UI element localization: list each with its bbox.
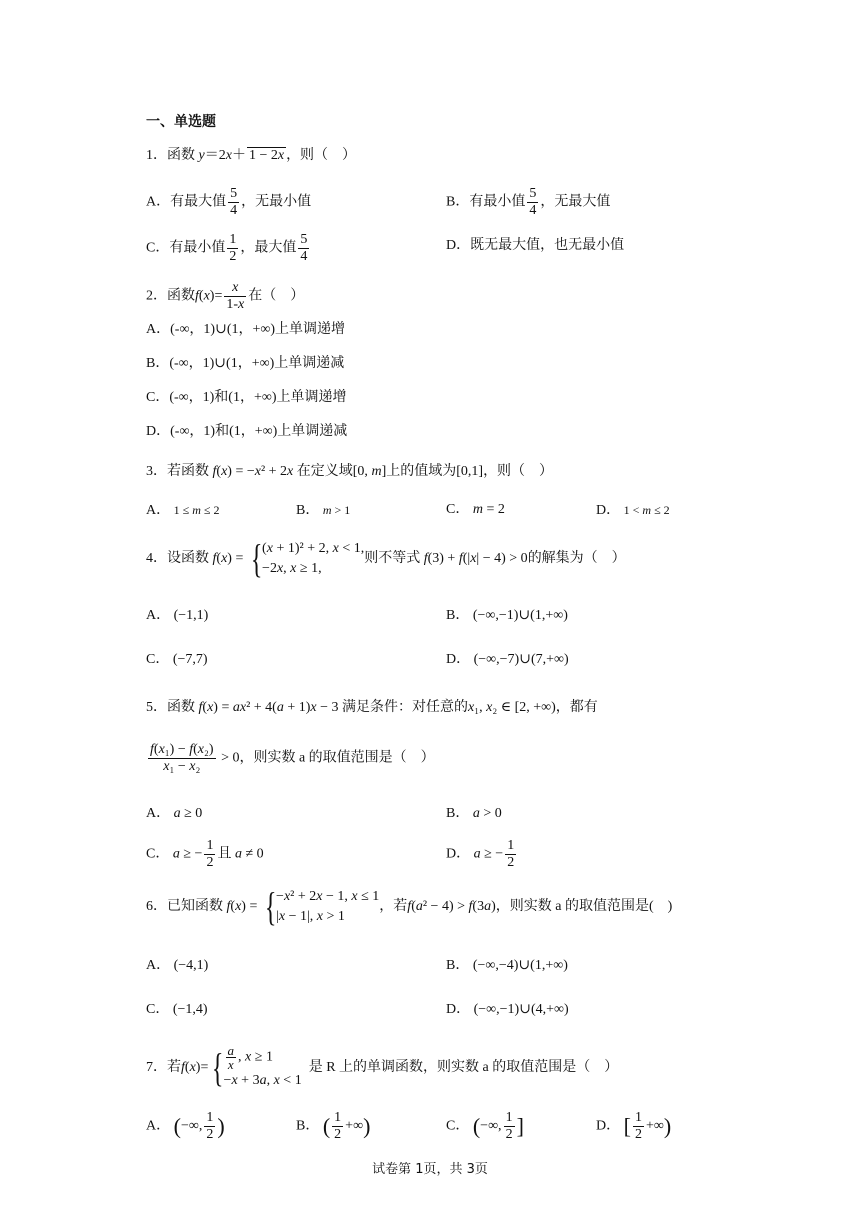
option-1c: C．有最小值 $\frac{1}{2}$ ，最大值 $\frac{5}{4}$ xyxy=(146,232,308,264)
section-title: 一、单选题 xyxy=(146,114,216,130)
option-1d: D．既无最大值，也无最小值 xyxy=(446,238,625,253)
option-3c: C． m = 2 xyxy=(446,502,505,517)
option-2d: D．(-∞，1)和(1，+∞)上单调递减 xyxy=(146,424,348,439)
question-7: 7． 若 f(x)= { $\frac{a}{x}$ , x ≥ 1 −x + 3a, x < 1 是 R 上的单调函数，则实数 a 的取值范围是（ ） xyxy=(146,1043,619,1090)
option-5b: B． a > 0 xyxy=(446,806,502,821)
option-7d: D． [ $\frac{1}{2}$ +∞) xyxy=(596,1110,672,1142)
option-7b: B． ( $\frac{1}{2}$ +∞) xyxy=(296,1110,371,1142)
question-stem: 函数 xyxy=(167,148,195,163)
option-4c: C． (−7,7) xyxy=(146,652,208,667)
option-5c: C． a ≥ − $\frac{1}{2}$ 且 a ≠ 0 xyxy=(146,838,264,870)
option-4d: D． (−∞,−7)∪(7,+∞) xyxy=(446,652,569,667)
option-6a: A． (−4,1) xyxy=(146,958,209,973)
question-6: 6． 已知函数 f(x) = { −x² + 2x − 1, x ≤ 1 |x − 1|, x > 1 ，若 f(a² − 4) > f(3a) ，则实数 a 的取值范围是( ) xyxy=(146,884,673,929)
option-5a: A． a ≥ 0 xyxy=(146,806,203,821)
option-2c: C．(-∞，1)和(1，+∞)上单调递增 xyxy=(146,390,347,405)
option-2a: A．(-∞，1)∪(1，+∞)上单调递增 xyxy=(146,322,346,337)
option-7c: C． (−∞, $\frac{1}{2}$ ] xyxy=(446,1110,524,1142)
page-footer: 试卷第 1页，共 3页 xyxy=(372,1162,488,1177)
question-4: 4． 设函数 f(x) = { (x + 1)² + 2, x < 1, −2x, x ≥ 1, 则不等式 f(3) + f(|x| − 4) > 0 的解集为（ ） xyxy=(146,536,626,581)
question-number: 1． xyxy=(146,148,167,163)
option-6d: D． (−∞,−1)∪(4,+∞) xyxy=(446,1002,569,1017)
question-2: 2．函数f(x)= $\frac{x}{1-x}$ 在（ ） xyxy=(146,280,305,312)
question-5-line-2: $\frac{\text{f(x₁) − f(x₂)}}{\text{x₁ − x₂}}$ > 0，则实数 a 的取值范围是（ ） xyxy=(150,742,435,774)
option-3a: A． 1 ≤ m ≤ 2 xyxy=(146,503,220,518)
math-formula: y xyxy=(198,148,205,163)
option-1b: B．有最小值 $\frac{5}{4}$ ，无最大值 xyxy=(446,186,611,218)
option-3b: B． m > 1 xyxy=(296,503,351,518)
question-1: 1．函数 y＝2x＋ 1 − 2x ，则（ ） xyxy=(146,148,357,163)
option-6c: C． (−1,4) xyxy=(146,1002,208,1017)
option-2b: B．(-∞，1)∪(1，+∞)上单调递减 xyxy=(146,356,345,371)
option-4a: A． (−1,1) xyxy=(146,608,209,623)
question-5: 5．函数 f(x) = ax² + 4(a + 1)x − 3 满足条件：对任意的x₁, x₂ ∈ [2, +∞)，都有 xyxy=(146,700,598,715)
option-5d: D． a ≥ − $\frac{1}{2}$ xyxy=(446,838,515,870)
option-6b: B． (−∞,−4)∪(1,+∞) xyxy=(446,958,568,973)
option-4b: B． (−∞,−1)∪(1,+∞) xyxy=(446,608,568,623)
option-1a: A．有最大值 $\frac{5}{4}$ ，无最小值 xyxy=(146,186,312,218)
option-3d: D． 1 < m ≤ 2 xyxy=(596,503,670,518)
question-3: 3．若函数 f(x) = −x² + 2x 在定义域[0, m]上的值域为[0,1]，则（ ） xyxy=(146,464,554,479)
option-7a: A． (−∞, $\frac{1}{2}$ ) xyxy=(146,1110,225,1142)
